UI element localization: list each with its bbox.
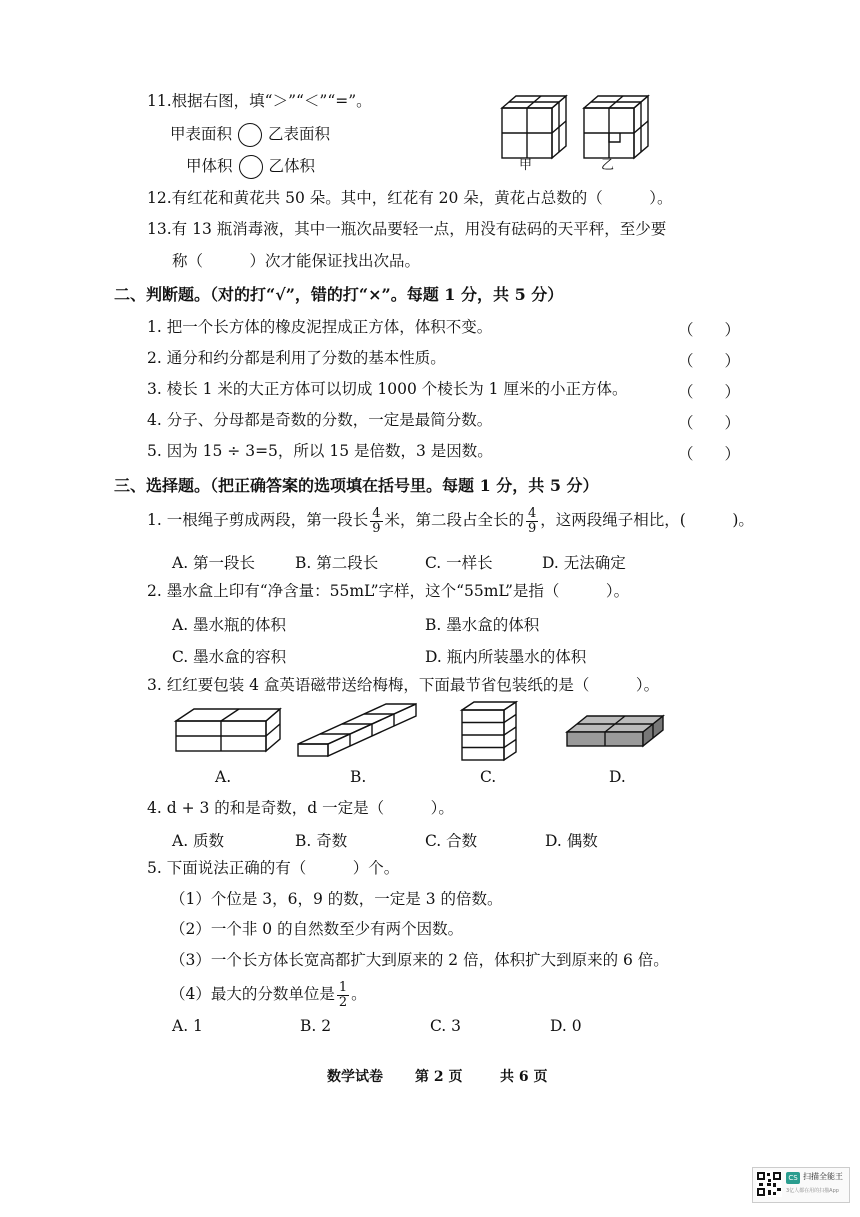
option-d[interactable]: D. 无法确定 — [542, 554, 626, 572]
choice-q5: 5. 下面说法正确的有（ ）个。 — [147, 859, 400, 877]
choice-q1-post: ，这两段绳子相比，( )。 — [540, 511, 754, 529]
q13-line1: 13.有 13 瓶消毒液，其中一瓶次品要轻一点，用没有砝码的天平秤，至少要 — [147, 220, 667, 238]
statement-2: （2）一个非 0 的自然数至少有两个因数。 — [170, 920, 464, 938]
answer-paren[interactable]: （ ） — [678, 445, 741, 463]
fraction: $\frac{4}{9}$ — [372, 505, 381, 536]
judge-heading: 二、判断题。（对的打“√”，错的打“×”。每题 1 分，共 5 分） — [114, 285, 564, 304]
box-figure-b — [294, 700, 420, 760]
option-d[interactable]: D. — [609, 768, 626, 786]
q13-line2: 称（ ）次才能保证找出次品。 — [172, 252, 421, 270]
box-figure-a — [172, 703, 284, 755]
cube-figure-b — [580, 92, 652, 174]
q11-row1 — [170, 123, 330, 147]
judge-item: 3. 棱长 1 米的大正方体可以切成 1000 个棱长为 1 厘米的小正方体。 — [147, 380, 628, 398]
footer-page: 第 2 页 — [415, 1069, 463, 1085]
badge-subtitle: 3亿人都在用的扫描App — [786, 1188, 839, 1194]
option-c[interactable]: C. — [480, 768, 497, 786]
choice-q1 — [147, 503, 754, 537]
judge-item: 1. 把一个长方体的橡皮泥捏成正方体，体积不变。 — [147, 318, 493, 336]
option-c[interactable]: C. 一样长 — [425, 554, 493, 572]
badge-title: 扫描全能王 — [803, 1172, 843, 1181]
choice-q1-mid: 米，第二段占全长的 — [384, 511, 525, 529]
q11-row1-left: 甲表面积 — [170, 125, 233, 143]
footer-total: 共 6 页 — [500, 1069, 548, 1085]
statement-1: （1）个位是 3，6，9 的数，一定是 3 的倍数。 — [170, 890, 503, 908]
statement-4-pre: （4）最大的分数单位是 — [170, 985, 335, 1003]
option-a[interactable]: A. — [215, 768, 232, 786]
scanner-watermark — [752, 1167, 850, 1203]
q11-row2-left: 甲体积 — [186, 157, 233, 175]
answer-circle[interactable] — [238, 123, 262, 147]
cube-figure-a — [498, 92, 570, 174]
cs-logo: CS — [786, 1172, 800, 1184]
q11-row1-right: 乙表面积 — [268, 125, 331, 143]
option-a[interactable]: A. 1 — [172, 1017, 203, 1035]
choice-heading: 三、选择题。（把正确答案的选项填在括号里。每题 1 分，共 5 分） — [114, 476, 599, 495]
choice-q4: 4. d + 3 的和是奇数，d 一定是（ ）。 — [147, 799, 454, 817]
judge-item: 2. 通分和约分都是利用了分数的基本性质。 — [147, 349, 446, 367]
answer-paren[interactable]: （ ） — [678, 352, 741, 370]
choice-q3: 3. 红红要包装 4 盒英语磁带送给梅梅，下面最节省包装纸的是（ ）。 — [147, 676, 660, 694]
option-a[interactable]: A. 墨水瓶的体积 — [172, 616, 287, 634]
answer-paren[interactable]: （ ） — [678, 321, 741, 339]
footer-subject: 数学试卷 — [327, 1069, 383, 1085]
option-a[interactable]: A. 第一段长 — [172, 554, 256, 572]
fraction: $\frac{4}{9}$ — [528, 505, 537, 536]
option-b[interactable]: B. 奇数 — [295, 832, 348, 850]
qr-code-icon — [756, 1171, 782, 1197]
option-c[interactable]: C. 墨水盒的容积 — [172, 648, 287, 666]
option-a[interactable]: A. 质数 — [172, 832, 225, 850]
q11-row2-right: 乙体积 — [268, 157, 316, 175]
statement-3: （3）一个长方体长宽高都扩大到原来的 2 倍，体积扩大到原来的 6 倍。 — [170, 951, 669, 969]
statement-4-post: 。 — [351, 985, 367, 1003]
box-figure-c — [458, 698, 522, 764]
q11-stem: 11.根据右图，填“＞”“＜”“=”。 — [147, 92, 372, 110]
fig-label-a: 甲 — [519, 158, 533, 173]
fig-label-b: 乙 — [601, 158, 615, 173]
fraction: $\frac{1}{2}$ — [338, 979, 348, 1010]
q12-text: 12.有红花和黄花共 50 朵。其中，红花有 20 朵，黄花占总数的（ ）。 — [147, 189, 673, 207]
option-b[interactable]: B. — [350, 768, 367, 786]
q11-row2 — [186, 155, 315, 179]
option-d[interactable]: D. 瓶内所装墨水的体积 — [425, 648, 587, 666]
choice-q2: 2. 墨水盒上印有“净含量：55mL”字样，这个“55mL”是指（ ）。 — [147, 582, 630, 600]
option-b[interactable]: B. 2 — [300, 1017, 332, 1035]
answer-paren[interactable]: （ ） — [678, 383, 741, 401]
option-d[interactable]: D. 0 — [550, 1017, 582, 1035]
judge-item: 4. 分子、分母都是奇数的分数，一定是最简分数。 — [147, 411, 493, 429]
answer-circle[interactable] — [239, 155, 263, 179]
option-b[interactable]: B. 第二段长 — [295, 554, 379, 572]
box-figure-d — [563, 708, 667, 752]
answer-paren[interactable]: （ ） — [678, 414, 741, 432]
choice-q1-pre: 1. 一根绳子剪成两段，第一段长 — [147, 511, 369, 529]
statement-4 — [170, 977, 367, 1011]
option-d[interactable]: D. 偶数 — [545, 832, 598, 850]
judge-item: 5. 因为 15 ÷ 3=5，所以 15 是倍数，3 是因数。 — [147, 442, 493, 460]
option-b[interactable]: B. 墨水盒的体积 — [425, 616, 540, 634]
option-c[interactable]: C. 3 — [430, 1017, 462, 1035]
option-c[interactable]: C. 合数 — [425, 832, 478, 850]
